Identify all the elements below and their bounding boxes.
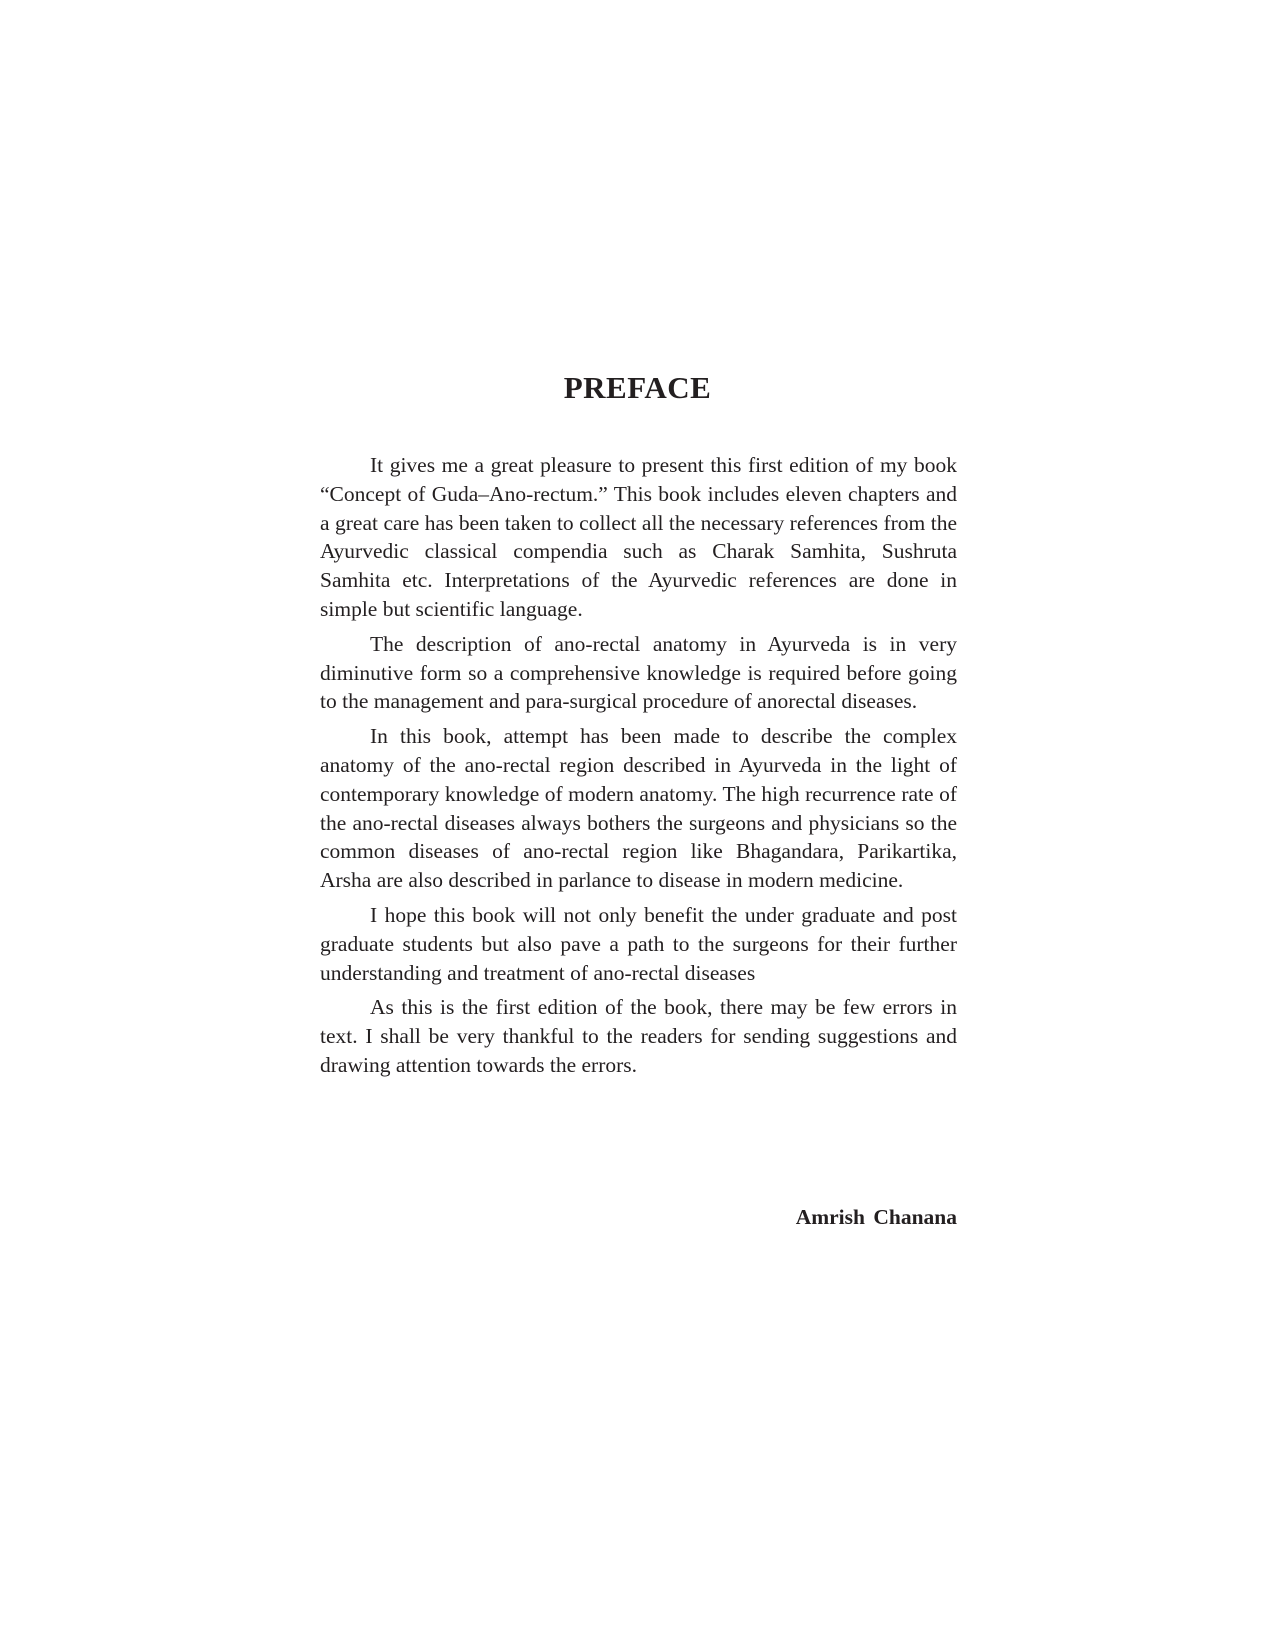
paragraph: It gives me a great pleasure to present this first edition of my book “Concept of Guda–Ano-rectum.” This book includes eleven chapters and a great care has been taken to collect all the necessary references from the Ayurvedic classical compendia such as Charak Samhita, Sushruta Samhita etc. Interpretations of the Ayurvedic references are done in simple but scientific language.: [320, 453, 957, 621]
paragraph: The description of ano-rectal anatomy in Ayurveda is in very diminutive form so a comprehensive knowledge is required before going to the management and para-surgical procedure of anorectal diseases.: [320, 631, 957, 714]
paragraph: In this book, attempt has been made to describe the complex anatomy of the ano-rectal region described in Ayurveda in the light of contemporary knowledge of modern anatomy. The high recurrence rate of the ano-rectal diseases always bothers the surgeons and physicians so the common diseases of ano-rectal region like Bhagandara, Parikartika, Arsha are also described in parlance to disease in modern medicine.: [320, 724, 957, 893]
preface-body: [320, 451, 957, 1086]
author-signature: Amrish Chanana: [795, 1205, 957, 1229]
paragraph: As this is the first edition of the book, there may be few errors in text. I shall be very thankful to the readers for sending suggestions and drawing attention towards the errors.: [320, 995, 957, 1077]
page-title: PREFACE: [563, 370, 712, 405]
paragraph: I hope this book will not only benefit the under graduate and post graduate students but also pave a path to the surgeons for their further understanding and treatment of ano-rectal diseases: [320, 902, 957, 985]
